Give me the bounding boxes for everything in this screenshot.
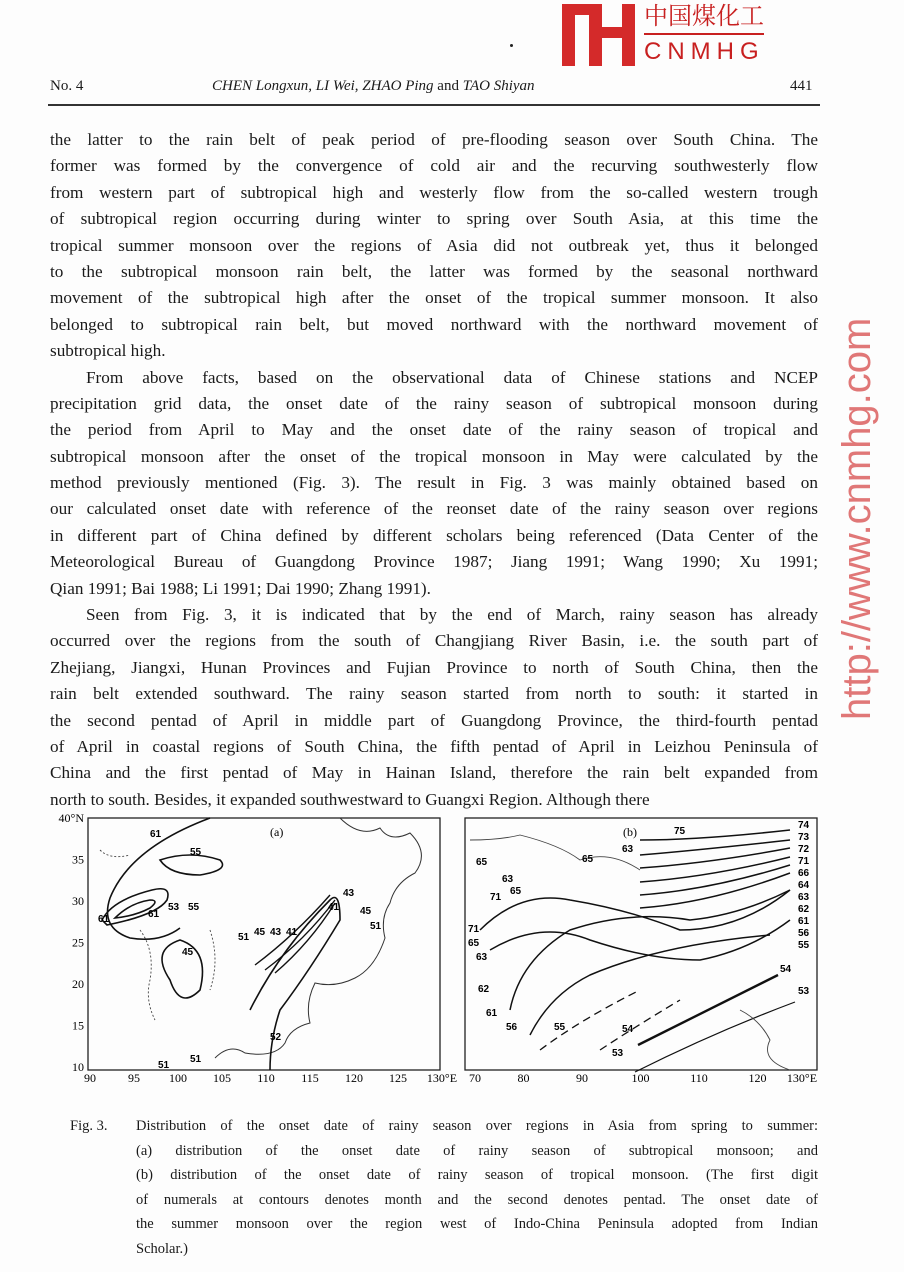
contour-label-b: 75 (674, 826, 686, 837)
contour-label-b: 71 (798, 856, 810, 867)
y-tick-label: 20 (72, 977, 84, 991)
caption-line: Distribution of the onset date of rainy season over regions in Asia from spring to summer: (136, 1118, 818, 1134)
x-tick-label-b: 100 (631, 1071, 650, 1085)
y-tick-label: 25 (72, 935, 84, 950)
contour-label-b: 53 (798, 986, 810, 997)
caption-text (136, 1114, 818, 1261)
authors-b: TAO Shiyan (462, 78, 535, 94)
x-tick-label-a: 95 (128, 1071, 140, 1085)
x-tick-label-b: 80 (517, 1071, 530, 1085)
header-rule (48, 104, 820, 106)
text-line: of April in coastal regions of South China, the fifth pentad of April in Leizhou Peninsula of (50, 736, 818, 756)
contour-label-b: 53 (612, 1048, 624, 1059)
contour-label-a: 52 (270, 1032, 282, 1043)
figure-3 (40, 810, 830, 1095)
text-line: our calculated onset date with reference of the reonset date of the rainy season over regions (50, 499, 818, 519)
x-tick-label-a: 90 (84, 1071, 96, 1085)
y-tick-label: 10 (72, 1060, 84, 1074)
cnmhg-logo (560, 2, 890, 68)
text-line: Zhejiang, Jiangxi, Hunan Provinces and Fujian Province to north of South China, then the (50, 657, 818, 677)
mh-logo-mark (560, 2, 640, 68)
contour-label-b: 62 (798, 904, 810, 915)
caption-line: Scholar.) (136, 1240, 188, 1257)
text-line: belonged to subtropical rain belt, but moved northward with the northward movement of (50, 314, 818, 334)
text-line: subtropical monsoon after the onset of the tropical monsoon in May were calculated by the (50, 446, 818, 466)
text-line: Meteorological Bureau of Guangdong Province 1987; Jiang 1991; Wang 1990; Xu 1991; (50, 552, 818, 572)
contour-label-b: 55 (554, 1022, 566, 1033)
caption-label: Fig. 3. (70, 1118, 108, 1134)
text-line: precipitation grid data, the onset date of the rainy season of subtropical monsoon during (50, 393, 818, 413)
running-authors (212, 78, 535, 95)
text-line: tropical summer monsoon over the regions of Asia did not outbreak yet, thus it belonged (50, 235, 818, 255)
contour-label-b: 63 (502, 874, 514, 885)
text-line: former was formed by the convergence of cold air and the recurving southwesterly flow (50, 156, 818, 176)
x-tick-label-a: 100 (169, 1071, 187, 1085)
contour-label-a: 61 (148, 909, 160, 920)
text-line: rain belt extended southward. The rainy season started from north to south: it started in (50, 684, 818, 704)
text-line: of subtropical region occurring during winter to spring over South Asia, at this time the (50, 209, 818, 229)
caption-line: the summer monsoon over the region west of Indo-China Peninsula adopted from Indian (136, 1216, 818, 1232)
x-tick-label-a: 105 (213, 1071, 231, 1085)
contour-labels (98, 820, 810, 1071)
contour-label-b: 73 (798, 832, 810, 843)
contour-label-b: 63 (798, 892, 810, 903)
text-line: subtropical high. (50, 341, 166, 361)
contour-label-b: 54 (780, 964, 792, 975)
contour-label-a: 43 (270, 927, 282, 938)
body-text (50, 127, 818, 813)
authors-and: and (437, 78, 459, 94)
text-line: Qian 1991; Bai 1988; Li 1991; Dai 1990; Zhang 1991). (50, 578, 431, 598)
caption-line: (a) distribution of the onset date of rainy season of subtropical monsoon; and (136, 1142, 818, 1159)
text-line: occurred over the regions from the south of Changjiang River Basin, i.e. the south part of (50, 631, 818, 651)
contour-label-a: 45 (182, 947, 194, 958)
figure-maps (40, 810, 830, 1095)
x-tick-label-b: 110 (690, 1071, 708, 1085)
contour-label-b: 72 (798, 844, 810, 855)
text-line: the latter to the rain belt of peak period of pre-flooding season over South China. The (50, 130, 818, 149)
contour-label-a: 45 (360, 906, 372, 917)
y-tick-label: 35 (72, 852, 84, 867)
contour-label-a: 53 (168, 902, 180, 913)
panel-b-map (465, 818, 817, 1072)
contour-label-a: 51 (158, 1060, 170, 1071)
contour-label-b: 61 (486, 1008, 498, 1019)
contour-label-b: 65 (476, 857, 488, 868)
text-line: the period from April to May and the onset date of the rainy season of tropical and (50, 420, 818, 440)
page-number: 441 (790, 78, 813, 94)
contour-label-a: 51 (238, 932, 250, 943)
contour-label-b: 56 (506, 1022, 518, 1033)
y-tick-label: 15 (72, 1018, 84, 1033)
text-line: north to south. Besides, it expanded southwestward to Guangxi Region. Although there (50, 789, 650, 809)
x-tick-label-b: 120 (748, 1071, 767, 1085)
contour-label-a: 45 (254, 927, 266, 938)
panel-a-label: (a) (270, 825, 284, 839)
y-tick-label: 30 (72, 894, 84, 908)
text-line: movement of the subtropical high after the onset of the tropical summer monsoon. It also (50, 288, 818, 308)
text-line: Seen from Fig. 3, it is indicated that by the end of March, rainy season has already (86, 605, 818, 625)
text-line: From above facts, based on the observational data of Chinese stations and NCEP (86, 367, 818, 387)
contour-label-a: 41 (328, 902, 340, 913)
contour-label-b: 63 (622, 844, 634, 855)
text-line: China and the first pentad of May in Hainan Island, therefore the rain belt expanded from (50, 763, 818, 783)
scan-speck (510, 44, 513, 47)
x-tick-label-a: 125 (389, 1071, 407, 1085)
x-tick-label-a: 110 (257, 1071, 275, 1085)
text-line: to the subtropical monsoon rain belt, the latter was formed by the seasonal northward (50, 261, 818, 281)
contour-label-b: 62 (478, 984, 490, 995)
logo-english: CNMHG (644, 38, 765, 65)
watermark-url: http://www.cnmhg.com (835, 317, 879, 720)
x-tick-label-a: 130°E (426, 1071, 458, 1085)
logo-rule (644, 33, 764, 35)
panel-b-label: (b) (623, 825, 637, 839)
authors-a: CHEN Longxun, LI Wei, ZHAO Ping (212, 78, 434, 94)
contour-label-a: 55 (190, 847, 202, 858)
contour-label-a: 41 (286, 927, 298, 938)
x-tick-label-b: 130°E (786, 1071, 818, 1085)
contour-label-b: 74 (798, 820, 810, 831)
contour-label-b: 71 (468, 924, 480, 935)
contour-label-b: 56 (798, 928, 810, 939)
contour-label-a: 51 (370, 921, 382, 932)
contour-label-b: 61 (798, 916, 810, 927)
contour-label-a: 61 (150, 829, 162, 840)
x-tick-label-a: 115 (301, 1071, 319, 1085)
contour-label-b: 55 (798, 940, 810, 951)
text-line: method previously mentioned (Fig. 3). The result in Fig. 3 was mainly obtained based on (50, 473, 818, 493)
text-line: in different part of China defined by different scholars being referenced (Data Center of the (50, 525, 818, 545)
contour-label-a: 43 (343, 888, 355, 899)
contour-label-a: 51 (190, 1054, 202, 1065)
caption-line: of numerals at contours denotes month and the second denotes pentad. The onset date of (136, 1191, 818, 1208)
text-line: from western part of subtropical high and westerly flow from the so-called western trough (50, 182, 818, 202)
contour-label-b: 63 (476, 952, 488, 963)
text-line: the second pentad of April in middle part of Guangdong Province, the third-fourth pentad (50, 710, 818, 730)
caption-line: (b) distribution of the onset date of rainy season of tropical monsoon. (The first digit (136, 1167, 818, 1183)
contour-label-b: 71 (490, 892, 502, 903)
x-tick-label-a: 120 (345, 1071, 363, 1085)
panel-a-map (88, 818, 440, 1070)
contour-label-b: 65 (510, 886, 522, 897)
logo-chinese: 中国煤化工 (644, 2, 764, 30)
contour-label-b: 64 (798, 880, 810, 891)
contour-label-a: 55 (188, 902, 200, 913)
axis-ticks (59, 811, 818, 1085)
contour-label-a: 61 (98, 914, 110, 925)
contour-label-b: 54 (622, 1024, 634, 1035)
contour-label-b: 65 (582, 854, 594, 865)
x-tick-label-b: 70 (469, 1071, 481, 1085)
y-tick-label: 40°N (58, 811, 84, 825)
contour-label-b: 66 (798, 868, 810, 879)
x-tick-label-b: 90 (576, 1071, 588, 1085)
contour-label-b: 65 (468, 938, 480, 949)
issue-number: No. 4 (50, 78, 84, 94)
